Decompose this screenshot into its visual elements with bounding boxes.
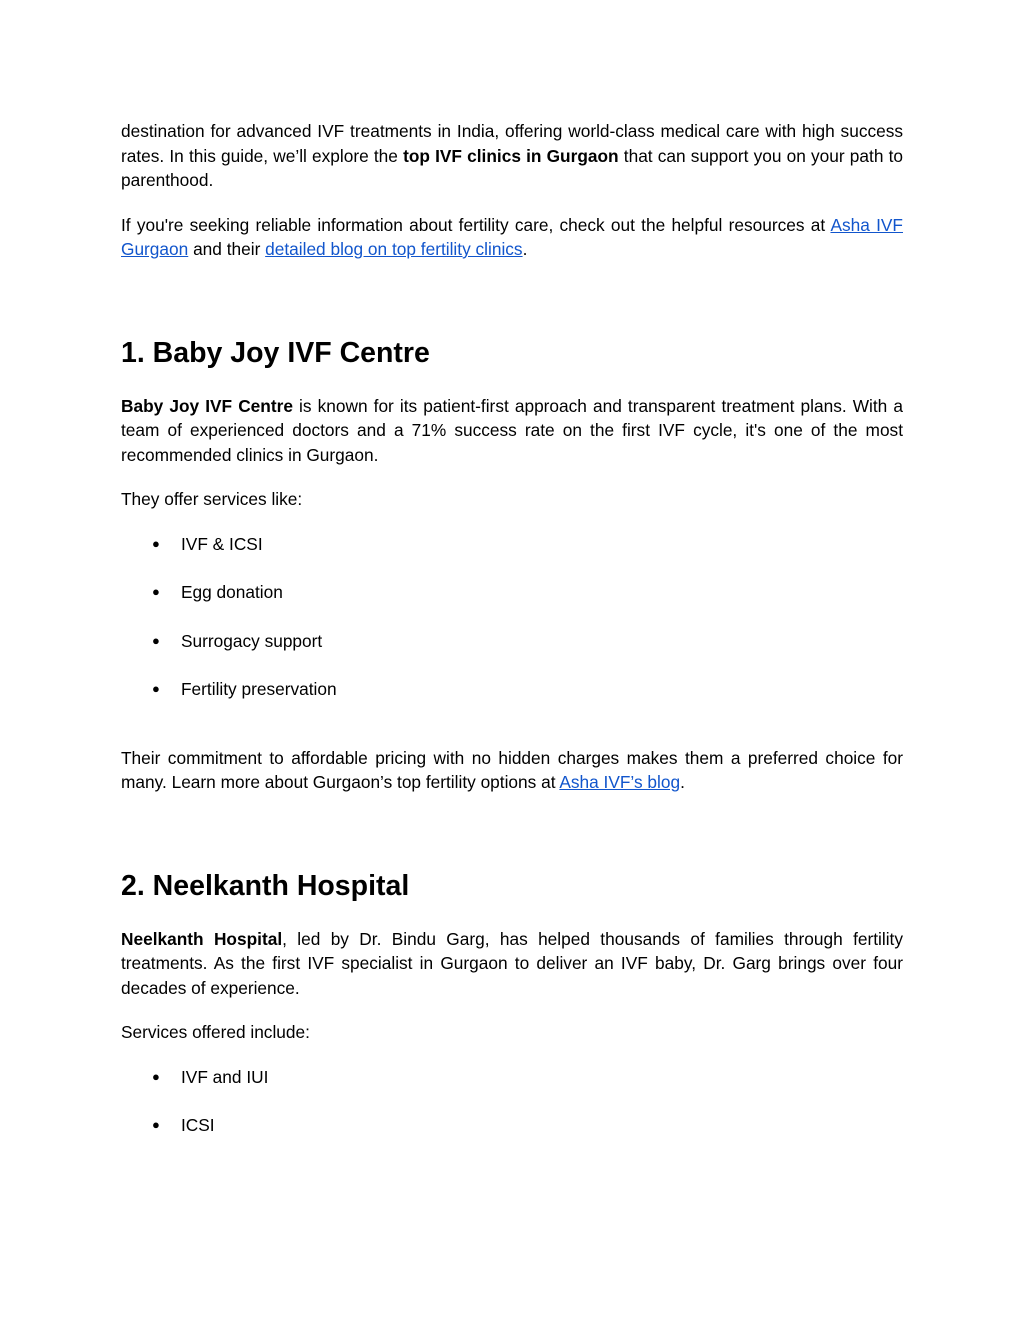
neelkanth-services-list bbox=[121, 1065, 903, 1138]
list-item bbox=[121, 580, 903, 605]
document-page bbox=[121, 119, 903, 1138]
list-item bbox=[121, 532, 903, 557]
fertility-clinics-blog-link[interactable]: detailed blog on top fertility clinics bbox=[265, 239, 523, 259]
section-heading-neelkanth: 2. Neelkanth Hospital bbox=[121, 869, 410, 902]
neelkanth-name: Neelkanth Hospital bbox=[121, 928, 283, 949]
closing-text: Their commitment to affordable pricing with no hidden charges makes them a preferred choice for many. Learn more about Gurgaon’s top fertility options at bbox=[121, 747, 903, 792]
intro-text: destination for advanced IVF treatments in India, offering world-class medical care with high success rates. In this guide, we’ll explore the bbox=[121, 121, 903, 166]
asha-ivf-blog-link[interactable]: Asha IVF’s blog bbox=[559, 772, 681, 792]
service-label: Surrogacy support bbox=[181, 630, 323, 651]
neelkanth-description bbox=[121, 927, 903, 1001]
neelkanth-text: , led by Dr. Bindu Garg, has helped thousands of families through fertility treatments. As the first IVF specialist in Gurgaon to deliver an IVF baby, Dr. Garg brings over four decades of experience. bbox=[121, 928, 903, 998]
baby-joy-services-list bbox=[121, 532, 903, 702]
bullet-icon: ● bbox=[152, 632, 160, 648]
list-item bbox=[121, 677, 903, 702]
resources-text-mid: and their bbox=[188, 239, 266, 259]
service-label: IVF and IUI bbox=[181, 1066, 269, 1087]
asha-ivf-gurgaon-link[interactable]: Asha IVF Gurgaon bbox=[121, 214, 903, 259]
baby-joy-services-intro: They offer services like: bbox=[121, 489, 303, 509]
list-item bbox=[121, 1065, 903, 1090]
bullet-icon: ● bbox=[152, 1068, 160, 1084]
resources-text: If you're seeking reliable information about fertility care, check out the helpful resources at bbox=[121, 214, 831, 235]
bullet-icon: ● bbox=[152, 681, 160, 696]
list-item bbox=[121, 629, 903, 654]
section-heading-baby-joy: 1. Baby Joy IVF Centre bbox=[121, 336, 430, 369]
intro-paragraph bbox=[121, 119, 903, 193]
bullet-icon: ● bbox=[152, 535, 160, 551]
intro-bold-text: top IVF clinics in Gurgaon bbox=[403, 145, 619, 166]
service-label: Egg donation bbox=[181, 582, 283, 602]
resources-text-end: . bbox=[522, 239, 528, 259]
resources-paragraph bbox=[121, 213, 903, 262]
baby-joy-description bbox=[121, 394, 903, 468]
neelkanth-services-intro: Services offered include: bbox=[121, 1022, 310, 1042]
bullet-icon: ● bbox=[152, 1117, 160, 1132]
service-label: IVF & ICSI bbox=[181, 533, 263, 554]
service-label: Fertility preservation bbox=[181, 679, 337, 699]
closing-text-end: . bbox=[680, 772, 685, 792]
list-item bbox=[121, 1113, 903, 1138]
service-label: ICSI bbox=[181, 1115, 215, 1135]
intro-text-end: that can support you on your path to parenthood. bbox=[121, 145, 904, 190]
baby-joy-text: is known for its patient-first approach and transparent treatment plans. With a team of experienced doctors and a 71% success rate on the first IVF cycle, it's one of the most recommended clinics in Gurgaon. bbox=[121, 395, 903, 465]
baby-joy-closing bbox=[121, 746, 903, 795]
baby-joy-name: Baby Joy IVF Centre bbox=[121, 395, 293, 416]
bullet-icon: ● bbox=[152, 584, 160, 599]
